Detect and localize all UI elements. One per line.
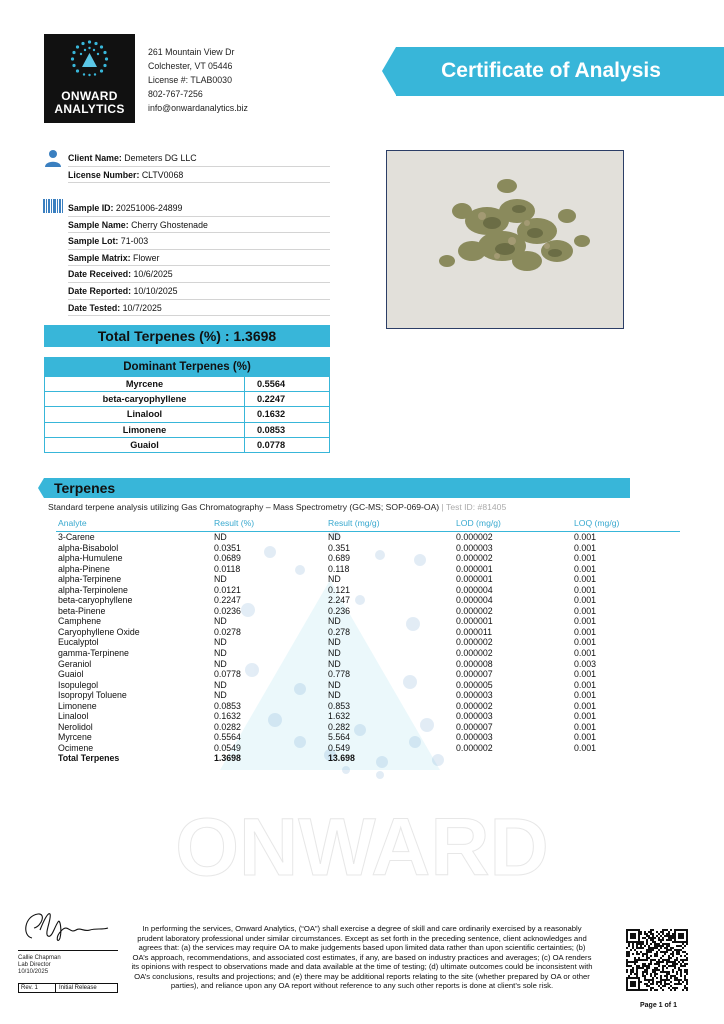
table-cell: 0.000005: [456, 679, 493, 690]
table-cell: alpha-Pinene: [58, 563, 110, 574]
table-row: [45, 391, 329, 406]
field-value: Flower: [133, 252, 160, 263]
table-cell: 0.000002: [456, 648, 493, 659]
test-id: | Test ID: #81405: [439, 502, 507, 512]
table-cell: 0.000001: [456, 574, 493, 585]
person-icon: [44, 149, 62, 167]
table-row: [56, 722, 680, 733]
revision-status: Initial Release: [59, 985, 97, 991]
table-cell: 0.001: [574, 732, 597, 743]
table-cell: Caryophyllene Oxide: [58, 626, 140, 637]
total-terpenes-banner: Total Terpenes (%) : 1.3698: [44, 325, 330, 347]
table-cell: Myrcene: [58, 732, 92, 743]
table-cell: gamma-Terpinene: [58, 648, 129, 659]
method-description: [48, 502, 506, 512]
qr-code-icon[interactable]: [626, 929, 688, 991]
table-cell: Geraniol: [58, 658, 92, 669]
column-header: Result (%): [214, 518, 255, 528]
company-logo: [44, 34, 135, 123]
table-cell: alpha-Bisabolol: [58, 542, 119, 553]
table-cell: 0.118: [328, 563, 350, 574]
table-cell: 0.001: [574, 532, 597, 542]
table-row: [56, 553, 680, 564]
logo-dots-icon: [44, 34, 135, 94]
table-row: [45, 437, 329, 452]
sample-lot-row: [68, 233, 330, 250]
table-cell: 0.001: [574, 553, 597, 564]
terpene-value: 0.1632: [257, 409, 286, 420]
field-value: 71-003: [120, 236, 149, 247]
table-cell: 0.000003: [456, 690, 493, 701]
field-value: 10/10/2025: [133, 285, 178, 296]
table-cell: 0.549: [328, 742, 351, 753]
table-row: [45, 422, 329, 437]
field-label: Date Received:: [68, 269, 132, 280]
table-cell: 0.000011: [456, 626, 493, 637]
table-cell: 1.3698: [214, 753, 241, 764]
table-cell: 0.0549: [214, 742, 241, 753]
table-cell: 0.001: [574, 700, 597, 711]
table-cell: 0.001: [574, 595, 597, 606]
field-value: 10/6/2025: [133, 269, 173, 280]
title-banner: [396, 47, 724, 96]
email-link[interactable]: info@onwardanalytics.biz: [148, 103, 248, 114]
field-value: 20251006-24899: [115, 203, 183, 213]
table-cell: Limonene: [58, 700, 97, 711]
table-cell: ND: [328, 658, 341, 669]
table-cell: Guaiol: [58, 669, 84, 680]
license-line: License #: TLAB0030: [148, 75, 232, 86]
license-number-row: [68, 167, 330, 184]
table-cell: 0.0778: [214, 669, 241, 680]
table-cell: ND: [214, 648, 227, 659]
table-cell: 0.5564: [214, 732, 241, 743]
table-cell: 0.001: [574, 605, 597, 616]
table-cell: [456, 753, 574, 764]
table-cell: 0.0689: [214, 553, 241, 564]
table-cell: 0.001: [574, 648, 597, 659]
table-cell: ND: [328, 532, 341, 542]
field-label: License Number:: [68, 169, 140, 180]
client-name-row: [68, 150, 330, 167]
page-title: Certificate of Analysis: [441, 59, 661, 82]
field-value: CLTV0068: [141, 169, 184, 180]
table-cell: beta-caryophyllene: [58, 595, 133, 606]
terpene-value: 0.0778: [257, 439, 286, 450]
table-cell: 0.000008: [456, 658, 493, 669]
table-cell: 13.698: [328, 753, 355, 764]
table-cell: 3-Carene: [58, 532, 95, 542]
column-header: LOQ (mg/g): [574, 518, 620, 528]
table-cell: ND: [214, 637, 227, 648]
table-cell: ND: [328, 637, 341, 648]
table-cell: 0.000007: [456, 669, 493, 680]
table-row: [45, 376, 329, 391]
table-row: [56, 732, 680, 743]
table-cell: ND: [328, 679, 341, 690]
table-cell: 0.001: [574, 542, 597, 553]
table-row: [56, 564, 680, 575]
table-cell: Camphene: [58, 616, 102, 627]
terpene-name: Limonene: [45, 423, 245, 437]
table-cell: alpha-Terpinolene: [58, 584, 128, 595]
table-cell: ND: [214, 574, 227, 585]
signature-image: [18, 908, 114, 948]
table-cell: 0.689: [328, 553, 351, 564]
table-body: [56, 532, 680, 753]
table-row: [56, 585, 680, 596]
table-row: [56, 595, 680, 606]
terpene-name: Linalool: [45, 407, 245, 421]
column-header: Result (mg/g): [328, 518, 380, 528]
table-cell: 0.000003: [456, 732, 493, 743]
table-row: [56, 616, 680, 627]
table-header: [56, 516, 680, 532]
method-text: Standard terpene analysis utilizing Gas Chromatography – Mass Spectrometry (GC-MS; SOP-069-OA): [48, 502, 440, 512]
lab-address: [148, 45, 248, 115]
table-cell: 0.001: [574, 742, 597, 753]
table-cell: beta-Pinene: [58, 605, 106, 616]
table-cell: Eucalyptol: [58, 637, 99, 648]
sample-photo: [386, 150, 624, 329]
table-cell: ND: [214, 532, 227, 542]
table-cell: Ocimene: [58, 742, 94, 753]
table-cell: ND: [328, 574, 341, 585]
signature-line: [18, 950, 118, 951]
table-cell: 0.003: [574, 658, 597, 669]
field-label: Client Name:: [68, 153, 122, 163]
table-cell: [574, 753, 680, 764]
revision-number: Rev. 1: [19, 984, 56, 992]
table-cell: 0.001: [574, 574, 597, 585]
terpene-name: Guaiol: [45, 438, 245, 452]
terpenes-table: [56, 516, 680, 764]
signatory-block: [18, 955, 61, 977]
table-row: [56, 606, 680, 617]
sample-name-row: [68, 217, 330, 234]
table-cell: alpha-Humulene: [58, 553, 123, 564]
column-header: Analyte: [58, 518, 87, 528]
table-row: [56, 532, 680, 543]
table-cell: 0.282: [328, 721, 351, 732]
table-cell: 0.000007: [456, 721, 493, 732]
date-tested-row: [68, 300, 330, 317]
revision-box: [18, 983, 118, 993]
sample-matrix-row: [68, 250, 330, 267]
field-label: Sample Name:: [68, 219, 129, 230]
sample-info: [68, 200, 330, 316]
table-cell: 0.0853: [214, 700, 241, 711]
table-cell: 0.000002: [456, 700, 493, 711]
table-cell: ND: [214, 679, 227, 690]
table-cell: 0.001: [574, 563, 597, 574]
table-cell: 0.001: [574, 637, 597, 648]
svg-text:ONWARD: ONWARD: [175, 802, 549, 893]
table-cell: 0.351: [328, 542, 351, 553]
terpene-value: 0.5564: [257, 379, 286, 389]
table-cell: 0.000004: [456, 584, 493, 595]
table-row: [56, 711, 680, 722]
field-value: 10/7/2025: [122, 302, 162, 313]
table-row: [56, 574, 680, 585]
table-cell: 0.0351: [214, 542, 241, 553]
table-cell: Nerolidol: [58, 721, 93, 732]
table-cell: 0.278: [328, 626, 351, 637]
table-cell: 0.001: [574, 721, 597, 732]
signatory-role: Lab Director: [18, 962, 51, 969]
field-label: Sample ID:: [68, 203, 114, 213]
table-row: [56, 680, 680, 691]
table-cell: 0.0278: [214, 626, 241, 637]
terpene-value: 0.0853: [257, 424, 286, 435]
table-cell: 0.001: [574, 690, 597, 701]
signatory-name: Callie Chapman: [18, 955, 61, 961]
table-cell: 0.001: [574, 616, 597, 627]
table-row: [56, 690, 680, 701]
field-label: Sample Matrix:: [68, 252, 131, 263]
signature-date: 10/10/2025: [18, 969, 49, 976]
table-row: [56, 543, 680, 554]
table-cell: 0.000002: [456, 605, 493, 616]
table-row: [45, 406, 329, 421]
page-number: Page 1 of 1: [640, 1002, 677, 1009]
table-cell: 0.236: [328, 605, 351, 616]
table-cell: ND: [214, 616, 227, 627]
legal-disclaimer: In performing the services, Onward Analytics, (“OA”) shall exercise a degree of skill and care ordinarily exercised by a reasonably prudent laboratory professional under similar circumstances. Except as set forth in the preceding sentence, client acknowledges and agrees that: (a) the services may require OA to make judgements based upon limited data rather than upon scientific certainties; (b) OA’s approach, recommendations, and associated cost estimates, if any, are based on industry practices and averages; (c) OA renders its opinions with respect to observations made and data available at the time of testing; (d) ultimate outcomes could be inconsistent with OA’s conclusions, results and projections; and (e) there may be additional reports relating to the site (whether prepared by OA or other parties), and reliance upon any OA report without reference to any such other reports is done at client’s sole risk.: [131, 924, 593, 990]
table-cell: Isopulegol: [58, 679, 99, 690]
date-reported-row: [68, 283, 330, 300]
table-row: [56, 648, 680, 659]
table-cell: ND: [328, 648, 341, 659]
client-info: [68, 150, 330, 183]
flower-buds-image: [387, 151, 623, 328]
table-cell: 0.001: [574, 679, 597, 690]
table-cell: Isopropyl Toluene: [58, 690, 127, 701]
logo-text-line1: ONWARD: [61, 89, 118, 103]
table-cell: 0.000002: [456, 553, 493, 564]
table-cell: 0.000002: [456, 532, 493, 542]
table-cell: ND: [328, 616, 341, 627]
table-row: [56, 637, 680, 648]
table-cell: 0.001: [574, 669, 597, 680]
table-cell: ND: [214, 658, 227, 669]
total-row: [56, 753, 680, 764]
field-label: Sample Lot:: [68, 236, 119, 247]
address-line: 261 Mountain View Dr: [148, 47, 235, 57]
table-cell: 0.121: [328, 584, 351, 595]
column-header: LOD (mg/g): [456, 518, 501, 528]
table-cell: 0.001: [574, 584, 597, 595]
table-cell: Total Terpenes: [58, 753, 120, 764]
table-row: [56, 669, 680, 680]
table-cell: 1.632: [328, 711, 351, 722]
terpene-name: beta-caryophyllene: [45, 392, 245, 406]
table-cell: 2.247: [328, 595, 351, 606]
terpene-value: 0.2247: [257, 394, 286, 405]
table-cell: ND: [214, 690, 227, 701]
terpenes-section-header: [44, 478, 630, 498]
table-cell: Linalool: [58, 711, 89, 722]
table-cell: 0.853: [328, 700, 351, 711]
table-row: [56, 743, 680, 754]
phone-line: 802-767-7256: [148, 89, 203, 100]
table-cell: alpha-Terpinene: [58, 574, 122, 585]
table-cell: 0.000002: [456, 742, 493, 753]
field-label: Date Tested:: [68, 302, 121, 313]
table-cell: ND: [328, 690, 341, 701]
terpene-name: Myrcene: [45, 377, 245, 391]
table-cell: 0.001: [574, 711, 597, 722]
section-title: Terpenes: [54, 480, 116, 496]
table-cell: 0.000003: [456, 711, 493, 722]
dominant-terpenes-title: Dominant Terpenes (%): [45, 358, 329, 376]
table-cell: 0.778: [328, 669, 351, 680]
table-cell: 0.0236: [214, 605, 241, 616]
table-row: [56, 701, 680, 712]
table-row: [56, 627, 680, 638]
table-cell: 0.0118: [214, 563, 241, 574]
table-cell: 0.0121: [214, 584, 241, 595]
dominant-terpenes-table: [44, 357, 330, 453]
table-cell: 0.001: [574, 626, 597, 637]
address-line: Colchester, VT 05446: [148, 61, 233, 72]
table-cell: 0.1632: [214, 711, 241, 722]
field-value: Cherry Ghostenade: [131, 219, 208, 230]
table-cell: 0.000001: [456, 616, 493, 627]
table-row: [56, 659, 680, 670]
table-cell: 0.000002: [456, 637, 493, 648]
barcode-icon: [43, 199, 63, 213]
sample-id-row: [68, 200, 330, 217]
table-cell: 0.000003: [456, 542, 493, 553]
table-cell: 0.000004: [456, 595, 493, 606]
field-value: Demeters DG LLC: [124, 153, 197, 163]
table-cell: 5.564: [328, 732, 351, 743]
table-cell: 0.2247: [214, 595, 241, 606]
field-label: Date Reported:: [68, 285, 132, 296]
table-cell: 0.0282: [214, 721, 241, 732]
logo-text-line2: ANALYTICS: [54, 102, 125, 116]
date-received-row: [68, 266, 330, 283]
table-cell: 0.000001: [456, 563, 493, 574]
